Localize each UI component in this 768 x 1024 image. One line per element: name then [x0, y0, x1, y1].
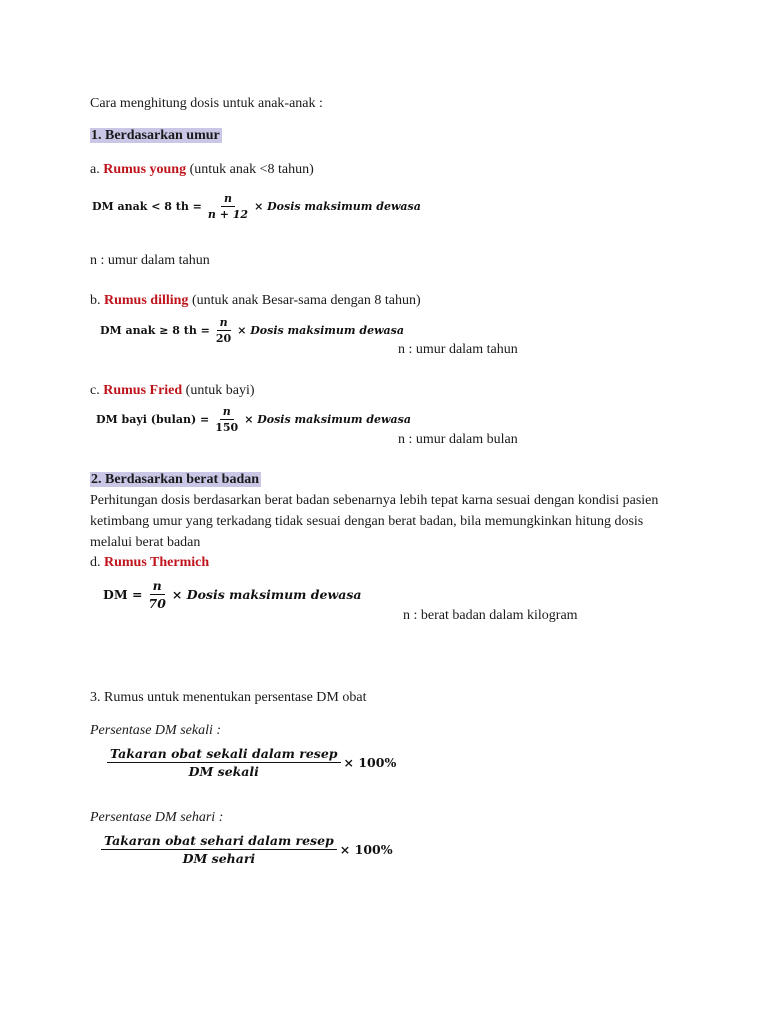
- section1-heading: [90, 126, 222, 146]
- fried-desc: (untuk bayi): [182, 383, 255, 398]
- sekali-formula-fraction: [107, 746, 341, 779]
- sekali-label: Persentase DM sekali :: [90, 723, 222, 738]
- dilling-formula-num: n: [217, 316, 231, 331]
- sehari-formula-num: Takaran obat sehari dalam resep: [101, 833, 337, 850]
- fried-formula: [96, 405, 411, 434]
- dilling-formula-lhs: DM anak ≥ 8 th =: [100, 324, 210, 337]
- sehari-formula: [98, 833, 393, 866]
- sekali-formula-den: DM sekali: [188, 764, 259, 779]
- sehari-formula-rhs: × 100%: [339, 842, 393, 857]
- sehari-label: Persentase DM sehari :: [90, 810, 224, 825]
- thermich-formula-den: 70: [148, 596, 166, 611]
- young-note: n : umur dalam tahun: [90, 253, 210, 268]
- young-desc: (untuk anak <8 tahun): [186, 162, 314, 177]
- thermich-name: Rumus Thermich: [104, 555, 210, 570]
- section1-heading-text: 1. Berdasarkan umur: [91, 128, 220, 143]
- fried-name: Rumus Fried: [103, 383, 183, 398]
- dilling-desc: (untuk anak Besar-sama dengan 8 tahun): [188, 293, 421, 308]
- sekali-formula: [104, 746, 396, 779]
- young-name: Rumus young: [103, 162, 187, 177]
- dilling-note: n : umur dalam tahun: [398, 342, 518, 357]
- fried-formula-rhs: × Dosis maksimum dewasa: [244, 413, 411, 426]
- young-title: [90, 160, 314, 180]
- thermich-formula-lhs: DM =: [103, 587, 143, 602]
- thermich-formula-fraction: [146, 578, 169, 611]
- dilling-formula-fraction: [213, 316, 234, 345]
- dilling-title: [90, 291, 421, 311]
- sekali-formula-num: Takaran obat sekali dalam resep: [107, 746, 341, 763]
- sehari-formula-fraction: [101, 833, 337, 866]
- section3-heading: 3. Rumus untuk menentukan persentase DM obat: [90, 690, 367, 705]
- sekali-formula-rhs: × 100%: [343, 755, 397, 770]
- dilling-prefix: b.: [90, 293, 104, 308]
- fried-note: n : umur dalam bulan: [398, 432, 518, 447]
- fried-formula-lhs: DM bayi (bulan) =: [96, 413, 210, 426]
- thermich-formula-rhs: × Dosis maksimum dewasa: [171, 587, 362, 602]
- section2-heading-text: 2. Berdasarkan berat badan: [91, 472, 260, 487]
- section2-paragraph: Perhitungan dosis berdasarkan berat badan sebenarnya lebih tepat karna sesuai dengan kondisi pasien ketimbang umur yang terkadang tidak sesuai dengan berat badan, bila memungkinkan hitung dosis melalui berat badan: [90, 493, 659, 550]
- dilling-formula: [100, 316, 404, 345]
- thermich-formula-num: n: [150, 578, 165, 595]
- young-formula-den: n + 12: [207, 208, 249, 221]
- fried-formula-num: n: [220, 405, 234, 420]
- fried-prefix: c.: [90, 383, 104, 398]
- dilling-name: Rumus dilling: [104, 293, 189, 308]
- fried-formula-fraction: [212, 405, 241, 434]
- young-formula-num: n: [221, 192, 235, 207]
- fried-formula-den: 150: [215, 421, 239, 434]
- fried-title: [90, 381, 255, 401]
- thermich-note: n : berat badan dalam kilogram: [403, 608, 578, 623]
- young-formula-rhs: × Dosis maksimum dewasa: [254, 200, 421, 213]
- thermich-prefix: d.: [90, 555, 104, 570]
- intro-text: Cara menghitung dosis untuk anak-anak :: [90, 96, 323, 111]
- young-formula-fraction: [205, 192, 251, 221]
- thermich-title: [90, 553, 209, 573]
- young-formula: [92, 192, 421, 221]
- section2-heading: [90, 470, 261, 490]
- sehari-formula-den: DM sehari: [182, 851, 256, 866]
- dilling-formula-rhs: × Dosis maksimum dewasa: [237, 324, 405, 337]
- young-prefix: a.: [90, 162, 104, 177]
- dilling-formula-den: 20: [215, 332, 232, 345]
- thermich-formula: [103, 578, 361, 611]
- young-formula-lhs: DM anak < 8 th =: [92, 200, 202, 213]
